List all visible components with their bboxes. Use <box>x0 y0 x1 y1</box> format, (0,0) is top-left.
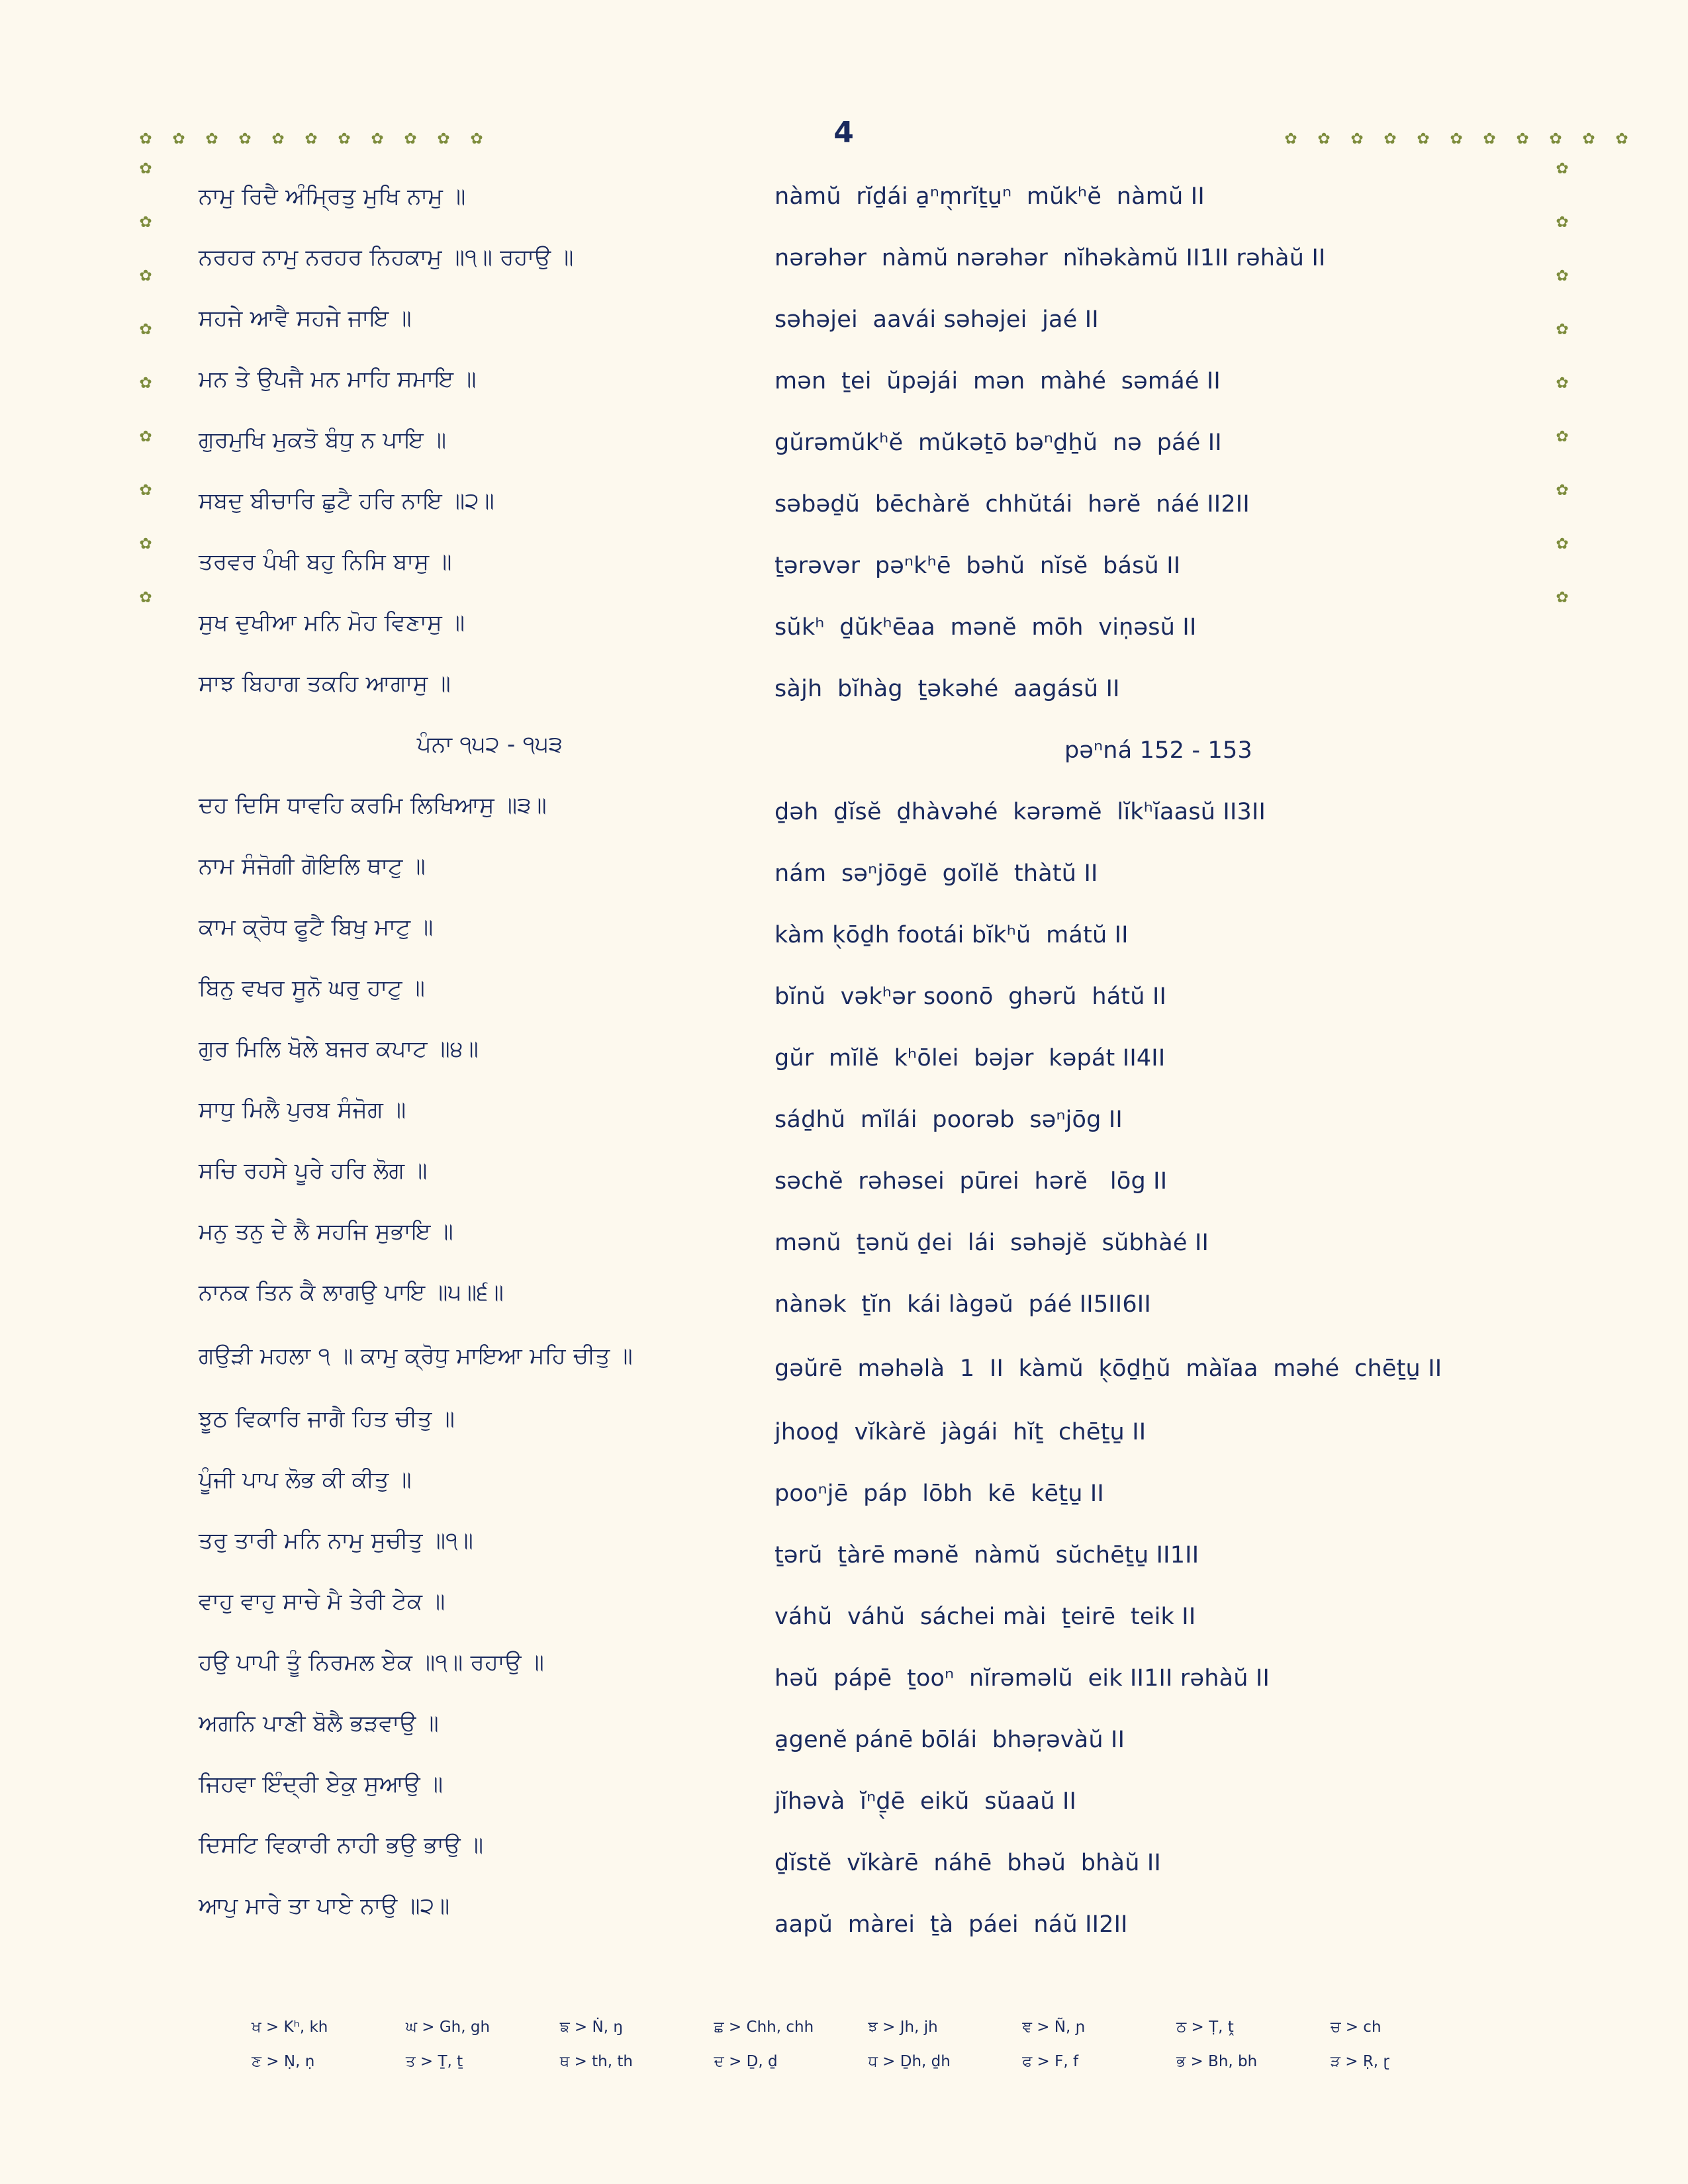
gurmukhi-line-25: ਅਗਨਿ ਪਾਣੀ ਬੋਲੈ ਭੜਵਾਉ ॥ <box>199 1709 439 1737</box>
transliteration-line-27: ḏĭstĕ vĭkàrē náhē bhəŭ bhàŭ II <box>774 1849 1161 1876</box>
transliteration-column <box>774 185 1542 1975</box>
flower-icon: ✿ <box>1383 130 1397 148</box>
flower-icon: ✿ <box>338 130 351 148</box>
flower-icon: ✿ <box>139 214 152 231</box>
flower-icon: ✿ <box>271 130 285 148</box>
legend-item-r1-0: ਖ > Kʰ, kh <box>252 2019 328 2036</box>
flower-icon: ✿ <box>1556 482 1569 499</box>
flower-icon: ✿ <box>205 130 218 148</box>
gurmukhi-line-3: ਮਨ ਤੇ ਉਪਜੈ ਮਨ ਮਾਹਿ ਸਮਾਇ ॥ <box>199 366 477 392</box>
decorative-border-left <box>139 162 152 604</box>
flower-icon: ✿ <box>139 160 152 177</box>
transliteration-legend <box>252 2019 1443 2087</box>
gurmukhi-line-20: ਝੂਠ ਵਿਕਾਰਿ ਜਾਗੈ ਹਿਤ ਚੀਤੁ ॥ <box>199 1405 455 1432</box>
transliteration-line-21: pooⁿjē páp lōbh kē kēṯu̱ II <box>774 1480 1104 1507</box>
transliteration-line-25: a̱genĕ pánē bōlái bhəṛəvàŭ II <box>774 1726 1125 1753</box>
flower-icon: ✿ <box>1556 267 1569 285</box>
legend-item-r2-3: ਦ > Ḏ, ḏ <box>714 2053 778 2070</box>
flower-icon: ✿ <box>1317 130 1331 148</box>
gurmukhi-line-26: ਜਿਹਵਾ ਇੰਦ੍ਰੀ ਏਕੁ ਸੁਆਉ ॥ <box>199 1770 444 1797</box>
gurmukhi-line-10: ਦਹ ਦਿਸਿ ਧਾਵਹਿ ਕਰਮਿ ਲਿਖਿਆਸੁ ॥੩॥ <box>199 792 547 819</box>
transliteration-line-11: nám səⁿjōgē goĭlĕ thàtŭ II <box>774 860 1098 887</box>
gurmukhi-line-21: ਪੂੰਜੀ ਪਾਪ ਲੋਭ ਕੀ ਕੀਤੁ ॥ <box>199 1466 412 1493</box>
flower-icon: ✿ <box>1556 321 1569 338</box>
flower-icon: ✿ <box>1556 160 1569 177</box>
gurmukhi-line-9: ਪੰਨਾ ੧੫੨ - ੧੫੩ <box>416 731 563 758</box>
transliteration-line-10: ḏəh ḏĭsĕ ḏhàvəhé kərəmĕ lĭkʰĭaasŭ II3II <box>774 799 1266 825</box>
transliteration-line-7: sŭkʰ ḏŭkʰēaa mənĕ mōh viṇəsŭ II <box>774 614 1197 641</box>
gurmukhi-line-19: ਗਉੜੀ ਮਹਲਾ ੧ ॥ ਕਾਮੁ ਕ੍ਰੋਧੁ ਮਾਇਆ ਮਹਿ ਚੀਤੁ ॥ <box>199 1343 633 1369</box>
transliteration-line-16: səchĕ rəhəsei pūrei hərĕ lōg II <box>774 1168 1168 1195</box>
flower-icon: ✿ <box>139 535 152 553</box>
transliteration-line-12: kàm k̖ōḏh footái bĭkʰŭ mátŭ II <box>774 922 1129 948</box>
legend-item-r2-0: ਣ > Ṇ, ṇ <box>252 2053 315 2070</box>
flower-icon: ✿ <box>139 130 152 148</box>
flower-icon: ✿ <box>139 589 152 606</box>
legend-item-r1-7: ਚ > ch <box>1330 2019 1382 2036</box>
transliteration-line-9: pəⁿná 152 - 153 <box>1064 737 1252 764</box>
gurmukhi-line-15: ਸਾਧੁ ਮਿਲੈ ਪੁਰਬ ਸੰਜੋਗ ॥ <box>199 1097 406 1123</box>
page-number: 4 <box>833 116 855 150</box>
flower-icon: ✿ <box>1556 375 1569 392</box>
transliteration-line-0: nàmŭ rĭḏái a̱ⁿm̖rĭṯu̱ⁿ mŭkʰĕ nàmŭ II <box>774 183 1205 210</box>
transliteration-line-3: mən ṯei ŭpəjái mən màhé səmáé II <box>774 368 1221 394</box>
transliteration-line-19: gəŭrē məhəlà 1 II kàmŭ k̖ōḏẖŭ màĭaa məhé chēṯu̱ II <box>774 1355 1442 1382</box>
legend-item-r2-5: ਫ > F, f <box>1022 2053 1079 2070</box>
transliteration-line-4: gŭrəmŭkʰĕ mŭkəṯō bəⁿḏẖŭ nə páé II <box>774 430 1222 456</box>
transliteration-line-5: səbəḏŭ bēchàrĕ chhŭtái hərĕ náé II2II <box>774 491 1250 518</box>
gurmukhi-line-1: ਨਰਹਰ ਨਾਮੁ ਨਰਹਰ ਨਿਹਕਾਮੁ ॥੧॥ ਰਹਾਉ ॥ <box>199 244 574 271</box>
legend-item-r2-6: ਭ > Bh, bh <box>1176 2053 1258 2070</box>
gurmukhi-line-0: ਨਾਮੁ ਰਿਦੈ ਅੰਮ੍ਰਿਤੁ ਮੁਖਿ ਨਾਮੁ ॥ <box>199 183 466 210</box>
flower-icon: ✿ <box>1582 130 1595 148</box>
flower-icon: ✿ <box>1516 130 1529 148</box>
flower-icon: ✿ <box>139 428 152 445</box>
flower-icon: ✿ <box>172 130 185 148</box>
transliteration-line-2: səhəjei aavái səhəjei jaé II <box>774 306 1099 333</box>
gurmukhi-line-13: ਬਿਨੁ ਵਖਰ ਸੂਨੋ ਘਰੁ ਹਾਟੁ ॥ <box>199 975 426 1001</box>
flower-icon: ✿ <box>1284 130 1297 148</box>
decorative-border-top-right <box>1284 132 1628 146</box>
flower-icon: ✿ <box>1350 130 1364 148</box>
gurmukhi-line-16: ਸਚਿ ਰਹਸੇ ਪੂਰੇ ਹਰਿ ਲੋਗ ॥ <box>199 1158 428 1184</box>
legend-item-r1-2: ਙ > Ṅ, ŋ <box>559 2019 623 2036</box>
gurmukhi-line-12: ਕਾਮ ਕ੍ਰੋਧ ਫੂਟੈ ਬਿਖੁ ਮਾਟੁ ॥ <box>199 914 434 940</box>
gurmukhi-line-14: ਗੁਰ ਮਿਲਿ ਖੋਲੇ ਬਜਰ ਕਪਾਟ ॥੪॥ <box>199 1036 479 1062</box>
legend-item-r1-3: ਛ > Chh, chh <box>714 2019 814 2036</box>
flower-icon: ✿ <box>1556 535 1569 553</box>
legend-item-r1-4: ਝ > Jh, jh <box>868 2019 938 2036</box>
flower-icon: ✿ <box>437 130 450 148</box>
legend-item-r2-4: ਧ > Ḏh, ḏh <box>868 2053 951 2070</box>
transliteration-line-20: jhooḏ vĭkàrĕ jàgái hĭṯ chēṯu̱ II <box>774 1418 1147 1445</box>
gurmukhi-line-23: ਵਾਹੁ ਵਾਹੁ ਸਾਚੇ ਮੈ ਤੇਰੀ ਟੇਕ ॥ <box>199 1588 445 1615</box>
flower-icon: ✿ <box>404 130 417 148</box>
flower-icon: ✿ <box>1483 130 1496 148</box>
gurmukhi-line-18: ਨਾਨਕ ਤਿਨ ਕੈ ਲਾਗਉ ਪਾਇ ॥੫॥੬॥ <box>199 1279 504 1306</box>
flower-icon: ✿ <box>1556 589 1569 606</box>
flower-icon: ✿ <box>305 130 318 148</box>
transliteration-line-8: sàjh bĭhàg ṯəkəhé aagásŭ II <box>774 676 1120 702</box>
legend-row-1 <box>252 2019 1443 2036</box>
gurmukhi-line-28: ਆਪੁ ਮਾਰੇ ਤਾ ਪਾਏ ਨਾਉ ॥੨॥ <box>199 1892 450 1919</box>
transliteration-line-17: mənŭ ṯənŭ ḏei lái səhəjĕ sŭbhàé II <box>774 1230 1209 1256</box>
transliteration-line-1: nərəhər nàmŭ nərəhər nĭhəkàmŭ II1II rəhàŭ II <box>774 245 1326 271</box>
flower-icon: ✿ <box>1615 130 1628 148</box>
gurmukhi-line-2: ਸਹਜੇ ਆਵੈ ਸਹਜੇ ਜਾਇ ॥ <box>199 305 412 332</box>
transliteration-line-14: gŭr mĭlĕ kʰōlei bəjər kəpát II4II <box>774 1045 1166 1071</box>
gurmukhi-line-27: ਦਿਸਟਿ ਵਿਕਾਰੀ ਨਾਹੀ ਭਉ ਭਾਉ ॥ <box>199 1831 484 1858</box>
transliteration-line-22: ṯərŭ ṯàrē mənĕ nàmŭ sŭchēṯu̱ II1II <box>774 1541 1199 1569</box>
transliteration-line-13: bĭnŭ vəkʰər soonō ghərŭ hátŭ II <box>774 983 1167 1010</box>
gurmukhi-line-4: ਗੁਰਮੁਖਿ ਮੁਕਤੋ ਬੰਧੁ ਨ ਪਾਇ ॥ <box>199 427 447 453</box>
legend-item-r1-6: ਠ > Ṭ, ṱ <box>1176 2019 1234 2036</box>
flower-icon: ✿ <box>1417 130 1430 148</box>
flower-icon: ✿ <box>470 130 483 148</box>
flower-icon: ✿ <box>1556 428 1569 445</box>
gurmukhi-line-11: ਨਾਮ ਸੰਜੋਗੀ ਗੋਇਲਿ ਥਾਟੁ ॥ <box>199 853 426 880</box>
transliteration-line-18: nànək ṯĭn kái làgəŭ páé II5II6II <box>774 1291 1151 1318</box>
decorative-border-right <box>1556 162 1569 604</box>
flower-icon: ✿ <box>1549 130 1562 148</box>
gurmukhi-line-7: ਸੁਖ ਦੁਖੀਆ ਮਨਿ ਮੋਹ ਵਿਣਾਸੁ ॥ <box>199 610 465 636</box>
flower-icon: ✿ <box>238 130 252 148</box>
flower-icon: ✿ <box>139 482 152 499</box>
legend-item-r2-2: ਥ > th, th <box>559 2053 633 2070</box>
flower-icon: ✿ <box>1556 214 1569 231</box>
legend-item-r2-7: ੜ > Ṛ, ɽ <box>1330 2053 1389 2070</box>
gurmukhi-line-22: ਤਰੁ ਤਾਰੀ ਮਨਿ ਨਾਮੁ ਸੁਚੀਤੁ ॥੧॥ <box>199 1527 474 1554</box>
legend-row-2 <box>252 2053 1443 2070</box>
gurmukhi-line-6: ਤਰਵਰ ਪੰਖੀ ਬਹੁ ਨਿਸਿ ਬਾਸੁ ॥ <box>199 549 452 575</box>
transliteration-line-6: ṯərəvər pəⁿkʰē bəhŭ nĭsĕ básŭ II <box>774 553 1181 579</box>
gurmukhi-line-8: ਸਾਝ ਬਿਹਾਗ ਤਕਹਿ ਆਗਾਸੁ ॥ <box>199 670 451 697</box>
flower-icon: ✿ <box>139 267 152 285</box>
gurmukhi-line-5: ਸਬਦੁ ਬੀਚਾਰਿ ਛੁਟੈ ਹਰਿ ਨਾਇ ॥੨॥ <box>199 488 495 514</box>
flower-icon: ✿ <box>1450 130 1463 148</box>
legend-item-r2-1: ਤ > Ṯ, ṯ <box>405 2053 463 2070</box>
transliteration-line-23: váhŭ váhŭ sáchei mài ṯeirē teik II <box>774 1603 1196 1630</box>
transliteration-line-24: həŭ pápē ṯooⁿ nĭrəməlŭ eik II1II rəhàŭ II <box>774 1664 1270 1692</box>
gurmukhi-column <box>199 185 781 1956</box>
legend-item-r1-1: ਘ > Gh, gh <box>405 2019 491 2036</box>
legend-item-r1-5: ਞ > Ñ, ɲ <box>1022 2019 1086 2036</box>
gurmukhi-line-24: ਹਉ ਪਾਪੀ ਤੂੰ ਨਿਰਮਲ ਏਕ ॥੧॥ ਰਹਾਉ ॥ <box>199 1649 545 1676</box>
transliteration-line-15: sáḏhŭ mĭlái poorəb səⁿjōg II <box>774 1107 1123 1133</box>
transliteration-line-26: jĭhəvà ĭⁿḏ̖ē eikŭ sŭaaŭ II <box>774 1788 1077 1815</box>
gurmukhi-line-17: ਮਨੁ ਤਨੁ ਦੇ ਲੈ ਸਹਜਿ ਸੁਭਾਇ ॥ <box>199 1218 454 1245</box>
flower-icon: ✿ <box>139 321 152 338</box>
flower-icon: ✿ <box>371 130 384 148</box>
transliteration-line-28: aapŭ màrei ṯà páei náŭ II2II <box>774 1911 1128 1938</box>
decorative-border-top-left <box>139 132 483 146</box>
flower-icon: ✿ <box>139 375 152 392</box>
